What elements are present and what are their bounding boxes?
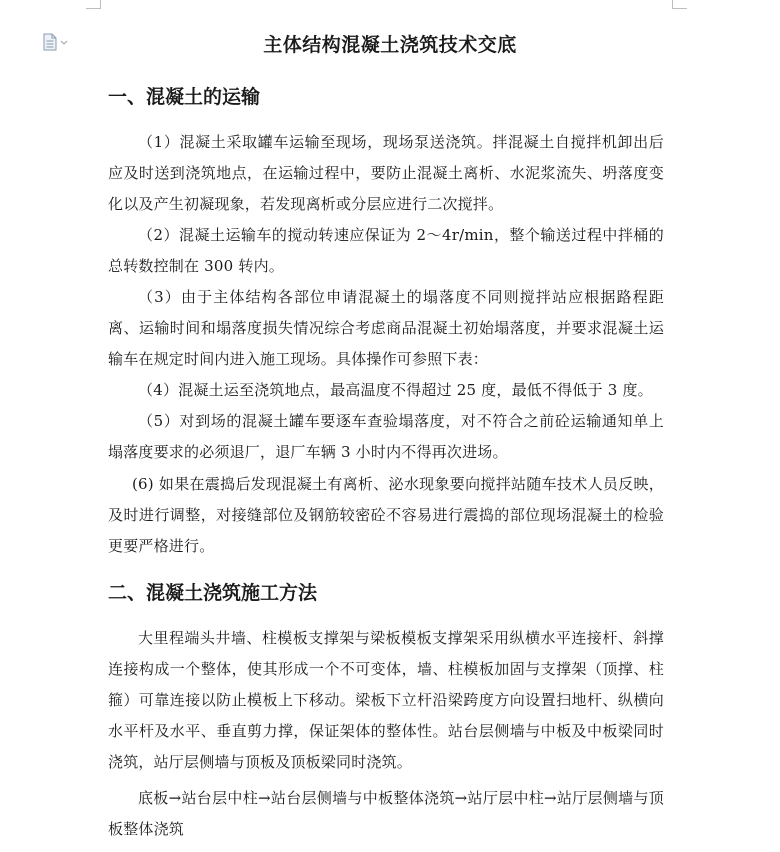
paragraph-pouring-2: 底板→站台层中柱→站台层侧墙与中板整体浇筑→站厅层中柱→站厅层侧墙与顶板整体浇筑 xyxy=(108,789,664,838)
paragraph-transport-6: (6) 如果在震捣后发现混凝土有离析、泌水现象要向搅拌站随车技术人员反映，及时进行调整，对接缝部位及钢筋较密砼不容易进行震捣的部位现场混凝土的检验更要严格进行。 xyxy=(108,475,664,555)
section-heading-transport: 一、混凝土的运输 xyxy=(108,86,261,108)
page-corner-mark-left xyxy=(86,0,101,9)
paragraph-pouring-1: 大里程端头井墙、柱模板支撑架与梁板模板支撑架采用纵横水平连接杆、斜撑连接构成一个整体，使其形成一个不可变体，墙、柱模板加固与支撑架（顶撑、柱箍）可靠连接以防止模板上下移动。梁板下立杆沿梁跨度方向设置扫地杆、纵横向水平杆及水平、垂直剪力撑，保证架体的整体性。站台层侧墙与中板及中板梁同时浇筑，站厅层侧墙与顶板及顶板梁同时浇筑。 xyxy=(108,629,664,771)
paragraph-transport-4: （4）混凝土运至浇筑地点，最高温度不得超过 25 度，最低不得低于 3 度。 xyxy=(138,381,653,399)
page-corner-mark-right xyxy=(672,0,687,9)
paragraph-transport-5: （5）对到场的混凝土罐车要逐车查验塌落度，对不符合之前砼运输通知单上塌落度要求的必须退厂，退厂车辆 3 小时内不得再次进场。 xyxy=(108,412,664,461)
paragraph-transport-1: （1）混凝土采取罐车运输至现场，现场泵送浇筑。拌混凝土自搅拌机卸出后应及时送到浇筑地点，在运输过程中，要防止混凝土离析、水泥浆流失、坍落度变化以及产生初凝现象，若发现离析或分层应进行二次搅拌。 xyxy=(108,133,664,213)
section-heading-pouring: 二、混凝土浇筑施工方法 xyxy=(108,582,318,604)
paragraph-transport-2: （2）混凝土运输车的搅动转速应保证为 2～4r/min，整个输送过程中拌桶的总转数控制在 300 转内。 xyxy=(108,226,664,275)
paragraph-transport-3: （3）由于主体结构各部位申请混凝土的塌落度不同则搅拌站应根据路程距离、运输时间和塌落度损失情况综合考虑商品混凝土初始塌落度，并要求混凝土运输车在规定时间内进入施工现场。具体操作可参照下表： xyxy=(108,288,664,368)
document-title: 主体结构混凝土浇筑技术交底 xyxy=(263,34,517,56)
